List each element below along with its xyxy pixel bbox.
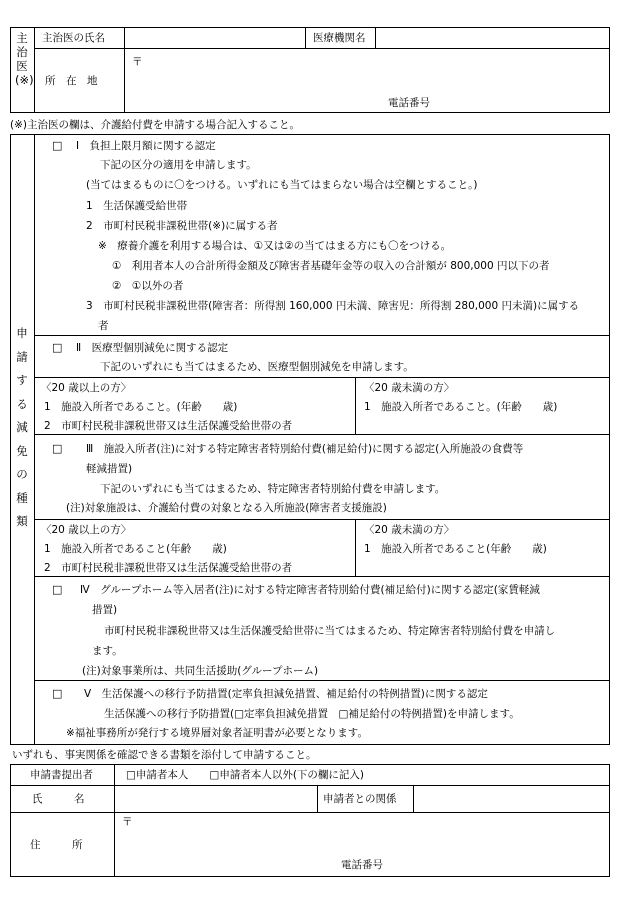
- sec2-left-item: 1 施設入所者であること。(年齢 歳): [44, 401, 238, 413]
- sec3-title-cont: 軽減措置): [86, 463, 133, 475]
- border-line: [34, 377, 610, 378]
- sec5-note: ※福祉事務所が発行する境界層対象者証明書が必要となります。: [66, 727, 368, 739]
- border-line: [10, 744, 610, 745]
- border-line: [609, 27, 610, 113]
- doctor-address-field[interactable]: [126, 50, 606, 110]
- attach-note: いずれも、事実関係を確認できる書類を添付して申請すること。: [12, 749, 317, 761]
- sec3-left-item: 2 市町村民税非課税世帯又は生活保護受給世帯の者: [44, 562, 293, 574]
- address-label: 所 在 地: [45, 75, 98, 87]
- border-line: [10, 27, 11, 113]
- sec1-title: Ⅰ 負担上限月額に関する認定: [76, 140, 216, 152]
- sec2-right-header: 〈20 歳未満の方〉: [364, 382, 455, 394]
- sec1-line: 者: [98, 320, 109, 332]
- sec3-line: 下記のいずれにも当てはまるため、特定障害者特別給付費を申請します。: [100, 483, 446, 495]
- sec3-note: (注)対象施設は、介護給付費の対象となる入所施設(障害者支援施設): [66, 502, 387, 514]
- border-line: [124, 27, 125, 113]
- sec1-line: 3 市町村民税非課税世帯(障害者：所得割 160,000 円未満、障害児：所得割 280,000 円未満)に属する: [86, 300, 580, 312]
- sec2-right-item: 1 施設入所者であること。(年齢 歳): [364, 401, 558, 413]
- sec2-checkbox[interactable]: □: [52, 341, 63, 354]
- border-line: [317, 785, 318, 813]
- sec4-title: Ⅳ グループホーム等入居者(注)に対する特定障害者特別給付費(補足給付)に関する認定(家賃軽減: [80, 584, 540, 596]
- border-line: [10, 876, 610, 877]
- border-line: [355, 377, 356, 435]
- sec1-line: 2 市町村民税非課税世帯(※)に属する者: [86, 220, 278, 232]
- doctor-name-field[interactable]: [126, 29, 304, 47]
- sec2-left-header: 〈20 歳以上の方〉: [41, 382, 132, 394]
- border-line: [609, 764, 610, 877]
- sec4-checkbox[interactable]: □: [52, 583, 63, 596]
- submitter-address-label: 住 所: [30, 839, 83, 851]
- border-line: [10, 27, 610, 28]
- sec1-line: (当てはまるものに〇をつける。いずれにも当てはまらない場合は空欄とすること。): [86, 179, 478, 191]
- submitter-name-field[interactable]: [116, 787, 315, 811]
- border-line: [305, 27, 306, 49]
- sec3-right-header: 〈20 歳未満の方〉: [364, 524, 455, 536]
- doctor-side-label: 主治医(※): [15, 31, 34, 87]
- sec4-line: ます。: [92, 645, 123, 657]
- sec3-left-item: 1 施設入所者であること(年齢 歳): [44, 543, 227, 555]
- sec2-line: 下記のいずれにも当てはまるため、医療型個別減免を申請します。: [100, 361, 414, 373]
- border-line: [10, 112, 610, 113]
- sec1-line: 1 生活保護受給世帯: [86, 200, 188, 212]
- border-line: [34, 335, 610, 336]
- border-line: [375, 27, 376, 49]
- phone-label: 電話番号: [341, 859, 383, 871]
- submitter-options[interactable]: □申請者本人 □申請者本人以外(下の欄に記入): [126, 769, 365, 781]
- border-line: [34, 519, 610, 520]
- sec1-line: ① 利用者本人の合計所得金額及び障害者基礎年金等の収入の合計額が 800,000 円以下の者: [112, 260, 550, 272]
- border-line: [355, 519, 356, 577]
- sec5-checkbox[interactable]: □: [52, 687, 63, 700]
- sec5-title: Ⅴ 生活保護への移行予防措置(定率負担減免措置、補足給付の特例措置)に関する認定: [84, 688, 488, 700]
- border-line: [34, 134, 35, 745]
- sec2-title: Ⅱ 医療型個別減免に関する認定: [76, 342, 229, 354]
- border-line: [34, 27, 35, 113]
- phone-label: 電話番号: [388, 97, 430, 109]
- border-line: [10, 764, 610, 765]
- submitter-name-label: 氏 名: [32, 793, 85, 805]
- postal-mark: 〒: [122, 816, 133, 828]
- border-line: [34, 48, 610, 49]
- reduction-side-label: 申請する減免の種類: [16, 326, 28, 528]
- sec1-checkbox[interactable]: □: [52, 139, 63, 152]
- border-line: [114, 764, 115, 877]
- border-line: [10, 812, 610, 813]
- institution-label: 医療機関名: [313, 32, 366, 44]
- sec3-right-item: 1 施設入所者であること(年齢 歳): [364, 543, 547, 555]
- sec3-left-header: 〈20 歳以上の方〉: [41, 524, 132, 536]
- sec3-title: Ⅲ 施設入所者(注)に対する特定障害者特別給付費(補足給付)に関する認定(入所施設の食費等: [86, 443, 524, 455]
- border-line: [10, 764, 11, 877]
- border-line: [609, 134, 610, 745]
- sec1-line: 下記の区分の適用を申請します。: [100, 159, 257, 171]
- relation-label: 申請者との関係: [323, 793, 397, 805]
- border-line: [10, 134, 11, 745]
- doctor-name-label: 主治医の氏名: [42, 32, 105, 44]
- border-line: [34, 576, 610, 577]
- sec3-checkbox[interactable]: □: [52, 442, 63, 455]
- sec4-note: (注)対象事業所は、共同生活援助(グループホーム): [82, 665, 319, 677]
- border-line: [413, 785, 414, 813]
- border-line: [34, 680, 610, 681]
- sec4-title-cont: 措置): [92, 604, 118, 616]
- relation-field[interactable]: [415, 787, 607, 811]
- sec4-line: 市町村民税非課税世帯又は生活保護受給世帯に当てはまるため、特定障害者特別給付費を申請し: [104, 625, 556, 637]
- border-line: [10, 785, 610, 786]
- sec1-line: ② ①以外の者: [112, 280, 184, 292]
- sec1-line: ※ 療養介護を利用する場合は、①又は②の当てはまる方にも〇をつける。: [98, 240, 452, 252]
- border-line: [34, 434, 610, 435]
- border-line: [10, 134, 610, 135]
- institution-field[interactable]: [377, 29, 607, 47]
- postal-mark: 〒: [132, 56, 143, 68]
- doctor-note: (※)主治医の欄は、介護給付費を申請する場合記入すること。: [10, 119, 300, 131]
- submitter-label: 申請書提出者: [30, 769, 93, 781]
- sec5-line: 生活保護への移行予防措置(□定率負担減免措置 □補足給付の特例措置)を申請します。: [104, 708, 520, 720]
- sec2-left-item: 2 市町村民税非課税世帯又は生活保護受給世帯の者: [44, 420, 293, 432]
